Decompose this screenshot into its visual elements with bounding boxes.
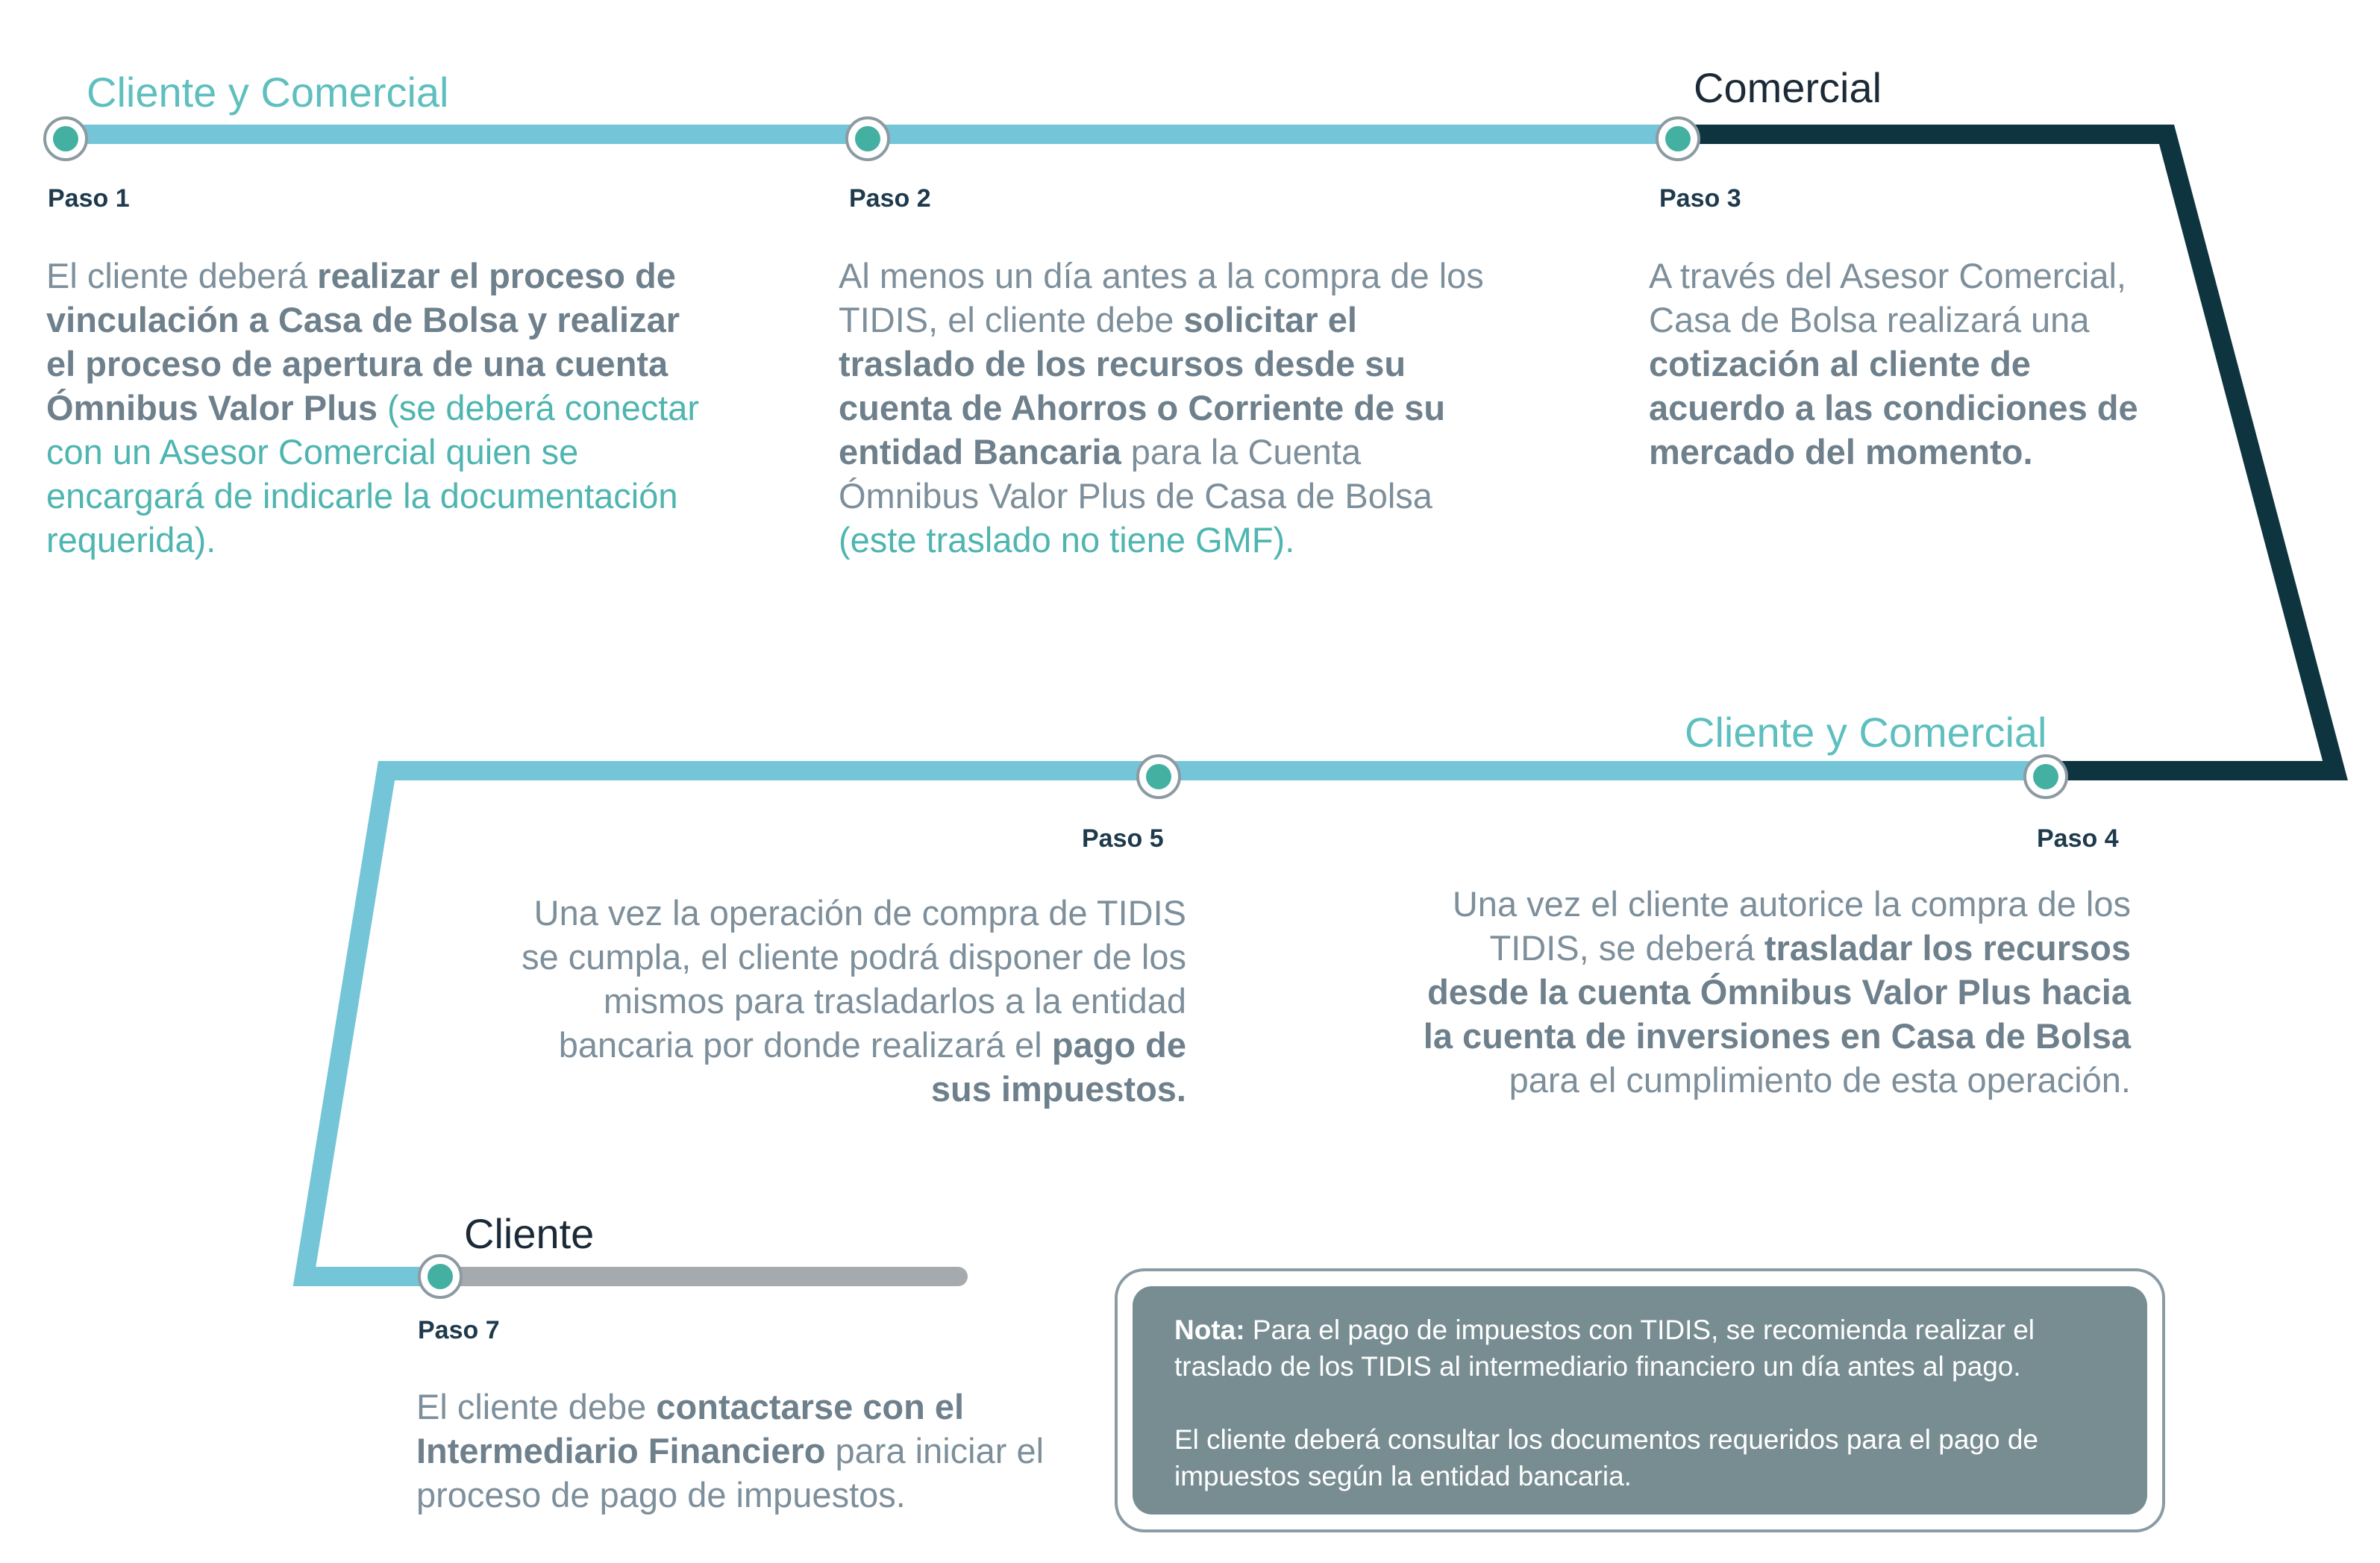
step-description-paso-5 (489, 891, 1186, 1111)
step-description-paso-3 (1649, 254, 2171, 474)
node-paso-7 (419, 1256, 461, 1297)
step-label-paso-7: Paso 7 (418, 1316, 500, 1344)
paso-3-bold-text: cotización al cliente de acuerdo a las condiciones de mercado del momento. (1649, 344, 2138, 472)
step-description-paso-2 (839, 254, 1495, 562)
paso-7-bold-text: contactarse con el Intermediario Financiero (416, 1387, 965, 1470)
paso-5-text: Una vez la operación de compra de TIDIS se cumpla, el cliente podrá disponer de los mismos para trasladarlos a la entidad bancaria por donde realizará el (522, 893, 1186, 1065)
paso-5-bold-text: pago de sus impuestos. (930, 1025, 1186, 1109)
note-text-1: Para el pago de impuestos con TIDIS, se recomienda realizar el traslado de los TIDIS al intermediario financiero un día antes al pago. (1174, 1315, 2035, 1382)
paso-1-highlight-text: (se deberá conectar con un Asesor Comercial quien se encargará de indicarle la documentación requerida). (46, 388, 700, 560)
step-label-paso-5: Paso 5 (1082, 824, 1164, 853)
paso-7-text: El cliente debe (416, 1387, 657, 1426)
note-box (1133, 1286, 2147, 1515)
node-paso-4 (2025, 756, 2067, 798)
node-paso-5 (1138, 756, 1180, 798)
note-label: Nota: (1174, 1315, 1245, 1345)
node-paso-2 (847, 118, 889, 160)
note-paragraph-1 (1174, 1312, 2105, 1385)
paso-2-text-cont: para la Cuenta Ómnibus Valor Plus de Casa de Bolsa (839, 432, 1432, 516)
node-paso-3 (1657, 118, 1699, 160)
note-paragraph-2: El cliente deberá consultar los documentos requeridos para el pago de impuestos según la entidad bancaria. (1174, 1424, 2039, 1491)
paso-4-text: Una vez el cliente autorice la compra de los TIDIS, se deberá (1452, 884, 2131, 968)
paso-3-text: A través del Asesor Comercial, Casa de Bolsa realizará una (1649, 256, 2126, 339)
paso-2-highlight-text: (este traslado no tiene GMF). (839, 520, 1295, 560)
section-label-cliente: Cliente (464, 1210, 595, 1257)
paso-4-bold-text: trasladar los recursos desde la cuenta Ómnibus Valor Plus hacia la cuenta de inversiones en Casa de Bolsa (1423, 928, 2131, 1056)
paso-2-text: Al menos un día antes a la compra de los TIDIS, el cliente debe (839, 256, 1484, 339)
paso-4-text-cont: para el cumplimiento de esta operación. (1509, 1060, 2131, 1100)
step-label-paso-4: Paso 4 (2037, 824, 2119, 853)
paso-1-bold-text: realizar el proceso de vinculación a Casa de Bolsa y realizar el proceso de apertura de una cuenta Ómnibus Valor Plus (46, 256, 680, 427)
paso-1-text: El cliente deberá (46, 256, 318, 295)
step-label-paso-1: Paso 1 (48, 184, 130, 213)
step-label-paso-2: Paso 2 (849, 184, 931, 213)
step-description-paso-7 (416, 1385, 1050, 1517)
section-label-cliente-y-comercial-top: Cliente y Comercial (87, 69, 449, 116)
step-description-paso-1 (46, 254, 718, 562)
section-label-comercial: Comercial (1694, 64, 1882, 111)
paso-2-bold-text: solicitar el traslado de los recursos desde su cuenta de Ahorros o Corriente de su entidad Bancaria (839, 300, 1446, 472)
step-label-paso-3: Paso 3 (1659, 184, 1741, 213)
section-label-cliente-y-comercial-middle: Cliente y Comercial (1685, 709, 2047, 756)
note-frame (1115, 1268, 2165, 1532)
step-description-paso-4 (1400, 882, 2131, 1102)
node-paso-1 (45, 118, 87, 160)
paso-7-text-cont: para iniciar el proceso de pago de impuestos. (416, 1431, 1045, 1515)
